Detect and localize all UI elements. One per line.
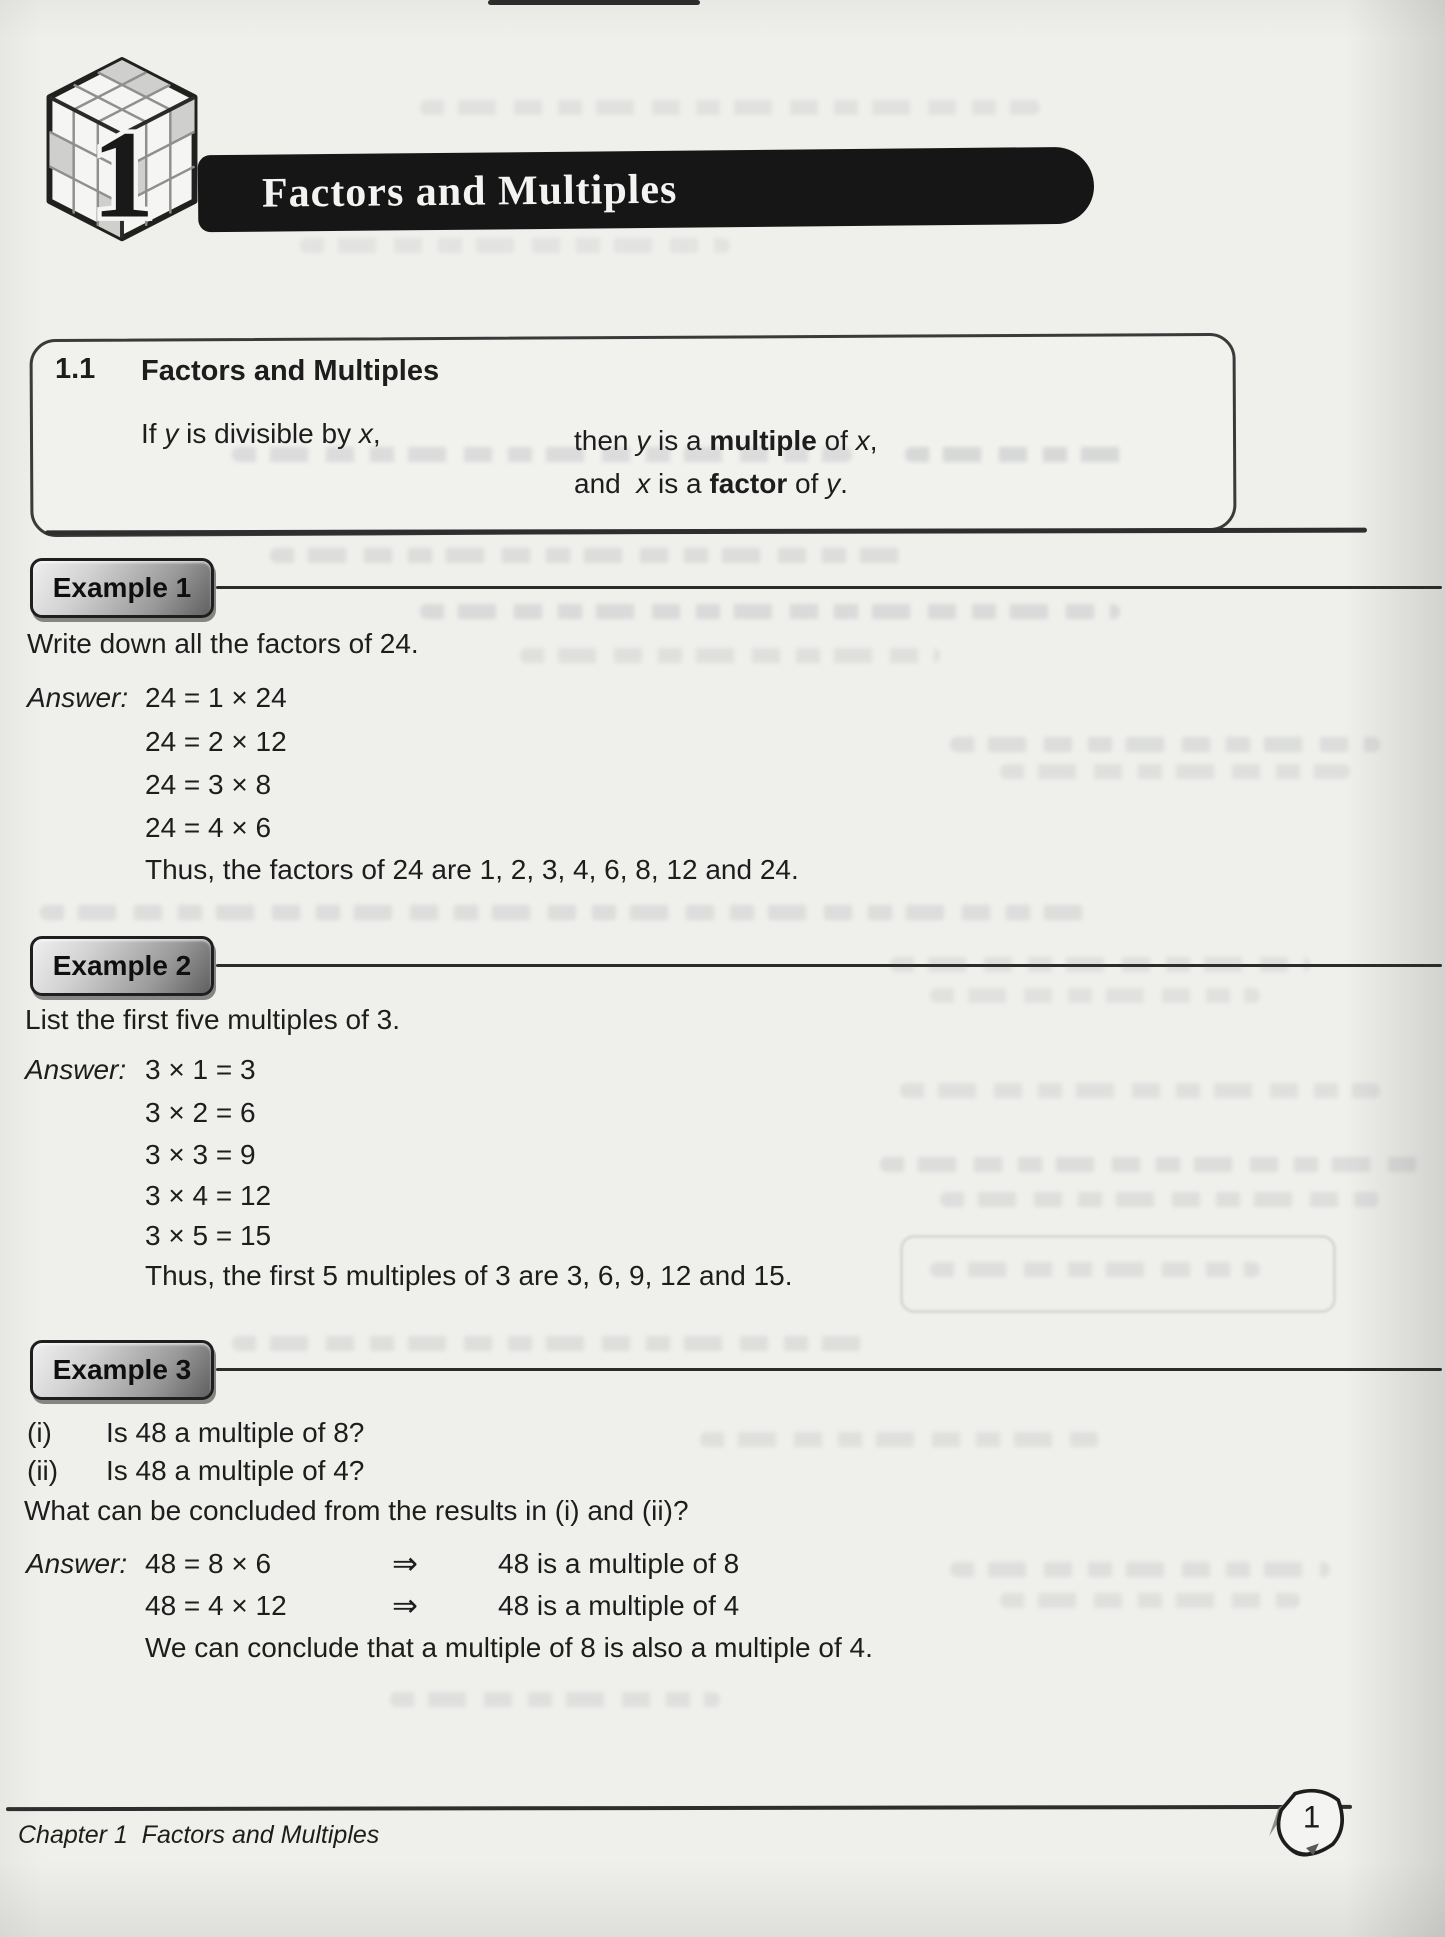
chapter-cube-icon	[24, 52, 220, 258]
bleedthrough-artifact	[270, 548, 910, 563]
bleedthrough-artifact	[700, 1432, 1100, 1447]
example-3-answer-label: Answer:	[26, 1548, 128, 1579]
bleedthrough-artifact	[420, 604, 1120, 619]
example-3-part-question: Is 48 a multiple of 8?	[106, 1417, 365, 1448]
example-2-step: 3 × 3 = 9	[145, 1139, 256, 1170]
bleedthrough-artifact	[40, 905, 1100, 920]
example-2-badge-label: Example 2	[52, 950, 192, 981]
example-3-result: 48 is a multiple of 4	[498, 1590, 740, 1621]
bleedthrough-artifact	[300, 238, 730, 253]
example-1-rule-line	[216, 586, 1442, 589]
example-1-step: 24 = 4 × 6	[145, 812, 272, 843]
example-1-step: 24 = 1 × 24	[145, 682, 287, 713]
example-1-question: Write down all the factors of 24.	[27, 628, 419, 659]
example-2-conclusion: Thus, the first 5 multiples of 3 are 3, 6, 9, 12 and 15.	[145, 1260, 793, 1291]
section-number: 1.1	[55, 353, 96, 385]
example-3-part-label: (i)	[27, 1417, 52, 1448]
chapter-number: 1	[91, 105, 155, 245]
example-3-badge-label: Example 3	[52, 1354, 192, 1385]
bleedthrough-artifact	[900, 1083, 1380, 1098]
bleedthrough-artifact	[420, 100, 1040, 115]
example-2-step: 3 × 1 = 3	[145, 1054, 256, 1085]
example-3-part-label: (ii)	[27, 1455, 59, 1486]
implies-arrow-icon: ⇒	[392, 1588, 418, 1623]
bleedthrough-artifact	[930, 1262, 1260, 1277]
example-1-badge-label: Example 1	[52, 572, 192, 603]
bleedthrough-artifact	[880, 1157, 1420, 1172]
example-1-conclusion: Thus, the factors of 24 are 1, 2, 3, 4, 6, 8, 12 and 24.	[145, 854, 799, 885]
example-2-badge	[30, 936, 214, 996]
bleedthrough-artifact	[930, 988, 1260, 1003]
page-number-icon	[1260, 1786, 1352, 1874]
example-3-equation: 48 = 8 × 6	[145, 1548, 272, 1579]
example-2-answer-label: Answer:	[25, 1054, 127, 1085]
chapter-title-banner	[198, 147, 1095, 233]
example-1-badge	[30, 558, 214, 618]
section-title: Factors and Multiples	[141, 355, 440, 387]
example-2-step: 3 × 5 = 15	[145, 1220, 272, 1251]
bleedthrough-artifact	[232, 1336, 872, 1351]
example-2-rule-line	[216, 964, 1442, 967]
bleedthrough-artifact	[900, 1235, 1336, 1313]
example-2-step: 3 × 2 = 6	[145, 1097, 256, 1128]
chapter-title: Factors and Multiples	[261, 166, 678, 217]
bleedthrough-artifact	[940, 1192, 1380, 1207]
bleedthrough-artifact	[1000, 764, 1350, 779]
definition-condition: If y is divisible by x,	[141, 418, 381, 449]
example-3-conclusion: We can conclude that a multiple of 8 is also a multiple of 4.	[145, 1632, 873, 1663]
definition-result-1: then y is a multiple of x,	[574, 425, 878, 456]
example-1-step: 24 = 3 × 8	[145, 769, 272, 800]
example-3-equation: 48 = 4 × 12	[145, 1590, 287, 1621]
bleedthrough-artifact	[390, 1692, 720, 1707]
bleedthrough-artifact	[520, 648, 940, 663]
example-3-badge	[30, 1340, 214, 1400]
bleedthrough-artifact	[1000, 1593, 1300, 1608]
footer-chapter-label: Chapter 1 Factors and Multiples	[18, 1821, 380, 1849]
bleedthrough-artifact	[950, 737, 1380, 752]
example-1-step: 24 = 2 × 12	[145, 726, 287, 757]
definition-result-2: and x is a factor of y.	[574, 468, 848, 499]
scan-edge-artifact	[488, 0, 700, 5]
example-3-question-extra: What can be concluded from the results in (i) and (ii)?	[24, 1495, 689, 1526]
footer-rule-line	[6, 1805, 1352, 1811]
example-2-question: List the first five multiples of 3.	[25, 1004, 401, 1035]
bleedthrough-artifact	[950, 1562, 1330, 1577]
example-2-step: 3 × 4 = 12	[145, 1180, 272, 1211]
example-3-result: 48 is a multiple of 8	[498, 1548, 740, 1579]
example-3-rule-line	[216, 1368, 1442, 1371]
example-1-answer-label: Answer:	[27, 682, 129, 713]
implies-arrow-icon: ⇒	[392, 1546, 418, 1581]
example-3-part-question: Is 48 a multiple of 4?	[106, 1455, 365, 1486]
page-number: 1	[1302, 1799, 1321, 1835]
